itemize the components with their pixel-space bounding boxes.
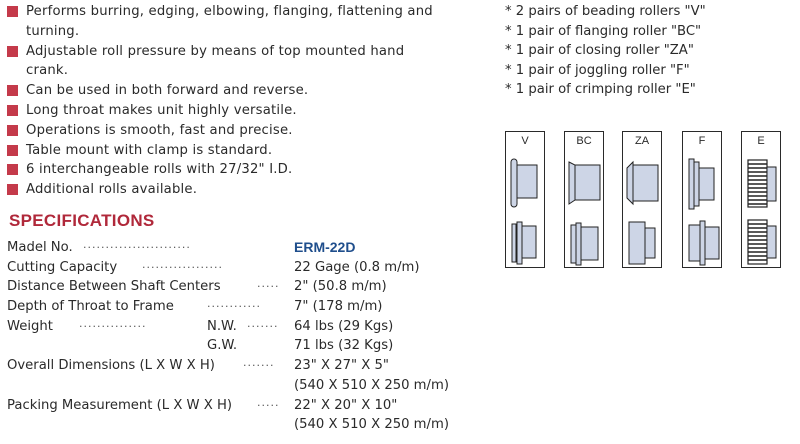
feature-item [6,121,446,141]
leader-dots: ························ [83,241,191,254]
square-bullet-icon [7,6,18,17]
panel-label: V [521,135,529,147]
leader-dots: ·················· [142,260,223,274]
spec-value: 2" (50.8 m/m) [294,279,387,295]
spec-label: Madel No. [7,240,73,255]
spec-value: (540 X 510 X 250 m/m) [294,377,449,393]
spec-row-cutting [7,258,447,278]
spec-row-overall [7,356,447,376]
leader-dots: ··············· [79,319,147,333]
flanging-roller-icon [565,132,605,269]
roller-panel-f [682,131,722,268]
leader-dots: ············ [207,300,261,314]
feature-text: Operations is smooth, fast and precise. [26,122,293,138]
feature-text: Table mount with clamp is standard. [26,142,273,158]
feature-text: Can be used in both forward and reverse. [26,83,309,99]
spec-label: Depth of Throat to Frame [7,299,174,315]
square-bullet-icon [7,46,18,57]
leader-dots: ······· [247,319,279,333]
square-bullet-icon [7,164,18,175]
spec-value: 7" (178 m/m) [294,299,383,315]
feature-text: Additional rolls available. [26,182,198,198]
spec-value: 64 lbs (29 Kgs) [294,318,394,334]
roller-panel-v [505,131,545,268]
spec-value: 22" X 20" X 10" [294,397,398,413]
feature-item [6,81,446,101]
closing-roller-icon [623,132,663,269]
leader-dots: ····· [257,398,280,412]
spec-label: Weight [7,318,53,334]
feature-item [6,180,446,200]
panel-label: E [757,135,765,147]
roller-item: * 1 pair of joggling roller "F" [505,62,690,78]
panel-label: ZA [634,135,650,147]
roller-panel-e [741,131,781,268]
roller-panel-bc [564,131,604,268]
spec-label: Cutting Capacity [7,259,118,275]
square-bullet-icon [7,145,18,156]
specifications-heading: SPECIFICATIONS [9,211,155,230]
panel-label: BC [576,135,592,147]
feature-text: 6 interchangeable rolls with 27/32" I.D. [26,162,293,178]
panel-label: F [698,135,706,147]
spec-row-packing [7,396,447,416]
leader-dots: ······· [243,359,275,373]
beading-roller-icon [506,132,546,269]
roller-list [505,2,706,100]
spec-label: Overall Dimensions (L X W X H) [7,358,215,374]
roller-item: * 1 pair of flanging roller "BC" [505,23,702,39]
square-bullet-icon [7,125,18,136]
spec-row-distance [7,277,447,297]
spec-value: 23" X 27" X 5" [294,358,389,374]
square-bullet-icon [7,105,18,116]
spec-row-overall-metric [7,376,447,396]
roller-item: * 1 pair of crimping roller "E" [505,82,696,98]
feature-item [6,141,446,161]
spec-row-model [7,238,447,258]
roller-item: * 1 pair of closing roller "ZA" [505,43,694,59]
feature-item [6,42,446,82]
feature-item [6,2,446,42]
feature-item [6,160,446,180]
spec-value: (540 X 510 X 250 m/m) [294,417,449,433]
spec-row-gross-weight [7,336,447,356]
spec-value: 22 Gage (0.8 m/m) [294,259,420,275]
joggling-roller-icon [683,132,723,269]
roller-panel-za [622,131,662,268]
square-bullet-icon [7,184,18,195]
specifications-table [7,238,447,435]
leader-dots: ····· [257,280,280,294]
gross-weight-label: G.W. [207,338,238,354]
feature-text: Long throat makes unit highly versatile. [26,102,297,118]
feature-list [6,2,446,200]
spec-row-weight [7,317,447,337]
crimping-roller-icon [742,132,782,269]
feature-text: Adjustable roll pressure by means of top mounted hand crank. [26,43,405,79]
feature-text: Performs burring, edging, elbowing, flanging, flattening and turning. [26,4,433,39]
spec-value: 71 lbs (32 Kgs) [294,338,394,354]
spec-label: Distance Between Shaft Centers [7,279,221,295]
spec-row-depth [7,297,447,317]
roller-item: * 2 pairs of beading rollers "V" [505,4,706,19]
feature-item [6,101,446,121]
square-bullet-icon [7,85,18,96]
spec-label: Packing Measurement (L X W X H) [7,397,233,413]
model-number: ERM-22D [294,239,356,255]
net-weight-label: N.W. [207,318,237,334]
spec-row-packing-metric [7,415,447,435]
